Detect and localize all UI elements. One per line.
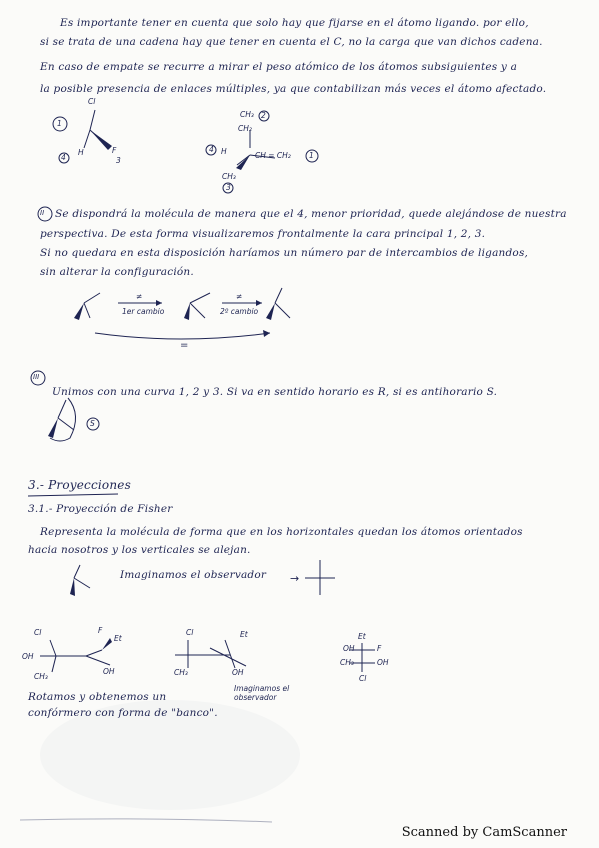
neq-1: ≠ — [136, 292, 143, 301]
intro-line-3: En caso de empate se recurre a mirar el peso atómico de los átomos subsiguientes y a — [40, 61, 518, 73]
observer-text: Imaginamos el observador — [120, 569, 267, 581]
chain-label: CH = CH₂ — [255, 151, 291, 160]
section-subtitle: 3.1.- Proyección de Fisher — [28, 503, 173, 515]
step3-text: Unimos con una curva 1, 2 y 3. Si va en sentido horario es R, si es antihorario S. — [52, 386, 498, 398]
label-1b: 1 — [309, 151, 314, 160]
label-1: 1 — [57, 119, 62, 128]
bottom-f: F — [98, 626, 103, 635]
label-4: 4 — [61, 153, 66, 162]
fisher-line-1: Representa la molécula de forma que en los horizontales quedan los átomos orientados — [40, 526, 523, 538]
fisher-top: Et — [358, 632, 366, 641]
bond-down — [84, 130, 90, 148]
ch3-bottom: CH₃ — [222, 172, 236, 181]
caption-line-2: confórmero con forma de "banco". — [28, 707, 218, 719]
mid-et: Et — [240, 630, 248, 639]
fisher-bottom: Cl — [359, 674, 367, 683]
label-3: 3 — [116, 156, 121, 165]
section-title: 3.- Proyecciones — [28, 478, 131, 492]
ch3-top: CH₃ — [240, 110, 254, 119]
step2-line-2: perspectiva. De esta forma visualizaremos frontalmente la cara principal 1, 2, 3. — [40, 228, 486, 240]
f-label: F — [112, 146, 117, 155]
bond-up — [90, 110, 95, 130]
ch2-label: CH₂ — [238, 124, 252, 133]
first-swap: 1er cambio — [122, 307, 165, 316]
mid-ch3: CH₃ — [174, 668, 188, 677]
mid-cl: Cl — [186, 628, 194, 637]
label-2: 2 — [261, 111, 266, 120]
intro-line-4: la posible presencia de enlaces múltiples, ya que contabilizan más veces el átomo afectado. — [40, 83, 547, 95]
fisher-left: OH — [343, 644, 355, 653]
step2-line-3: Si no quedara en esta disposición haríamos un número par de intercambios de ligandos, — [40, 247, 529, 259]
step2-line-1: Se dispondrá la molécula de manera que el 4, menor prioridad, quede alejándose de nuestra — [55, 208, 567, 220]
wedge-2 — [236, 155, 250, 170]
observer-arrow: → — [290, 572, 300, 585]
label-3b: 3 — [226, 183, 231, 192]
h-label: H — [78, 148, 84, 157]
caption-line-1: Rotamos y obtenemos un — [28, 691, 167, 703]
intro-line-2: si se trata de una cadena hay que tener en cuenta el C, no la carga que van dichos cadena. — [40, 36, 543, 48]
mid-oh: OH — [232, 668, 244, 677]
second-swap: 2º cambio — [220, 307, 259, 316]
bottom-oh-left: OH — [22, 652, 34, 661]
bottom-cl: Cl — [34, 628, 42, 637]
equals-sign: = — [180, 340, 189, 351]
bottom-ch3: CH₃ — [34, 672, 48, 681]
label-4b: 4 — [209, 145, 214, 154]
roman-2: II — [40, 209, 45, 217]
mid-observer-note: Imaginamos el observador — [234, 684, 290, 702]
result-S: S — [90, 419, 95, 428]
fisher-right2: OH — [377, 658, 389, 667]
step2-line-4: sin alterar la configuración. — [40, 266, 194, 278]
fisher-left2: CH₃ — [340, 658, 354, 667]
bottom-et: Et — [114, 634, 122, 643]
roman-3: III — [33, 373, 40, 381]
h2-label: H — [221, 147, 227, 156]
fisher-line-2: hacia nosotros y los verticales se alejan. — [28, 544, 251, 556]
intro-line-1: Es importante tener en cuenta que solo hay que fijarse en el átomo ligando. por ello, — [60, 17, 529, 29]
bottom-oh-right: OH — [103, 667, 115, 676]
wedge — [90, 130, 112, 150]
fisher-right: F — [377, 644, 382, 653]
neq-2: ≠ — [236, 292, 243, 301]
scanner-watermark: Scanned by CamScanner — [401, 825, 567, 840]
cl-label: Cl — [88, 97, 96, 106]
